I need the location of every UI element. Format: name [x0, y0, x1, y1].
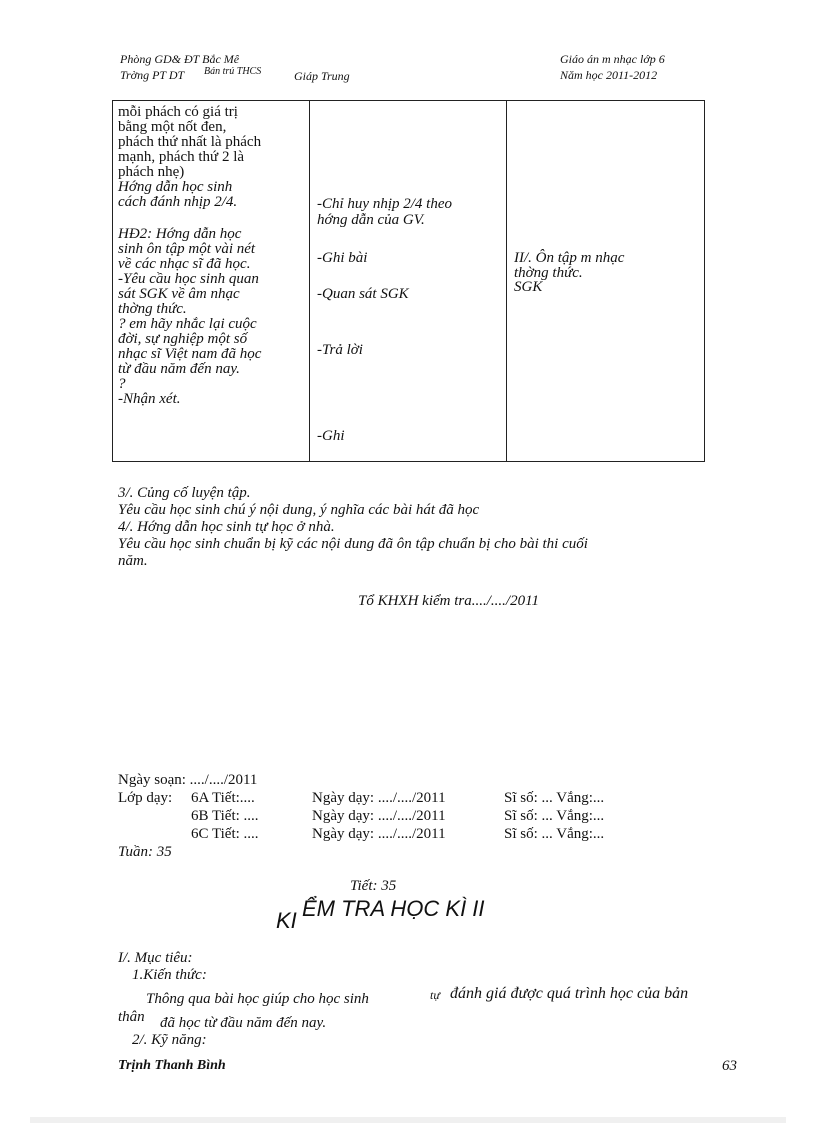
teacher-activity-line: mạnh, phách thứ 2 là: [118, 149, 245, 165]
content-cell: [507, 101, 705, 462]
teacher-activity-line: sát SGK về âm nhạc: [118, 286, 240, 302]
period-number: Tiết: 35: [350, 878, 397, 894]
prep-date: Ngày soạn: ..../..../2011: [118, 772, 258, 788]
teacher-activity-line: từ đầu năm đến nay.: [118, 361, 240, 377]
teacher-activity-line: về các nhạc sĩ đã học.: [118, 256, 251, 272]
student-activity-line: -Chỉ huy nhịp 2/4 theo: [317, 196, 452, 212]
consolidation-heading: 3/. Củng cố luyện tập.: [118, 485, 251, 501]
objective-text: Thông qua bài học giúp cho học sinh: [146, 991, 369, 1007]
homework-text-cont: năm.: [118, 553, 148, 569]
class-period: 6B Tiết: ....: [191, 808, 259, 824]
page-number: 63: [722, 1058, 737, 1074]
header-school-year: Năm học 2011-2012: [560, 68, 658, 82]
objective-text: tự: [430, 988, 440, 1002]
knowledge-heading: 1.Kiến thức:: [132, 967, 207, 983]
teacher-activity-line: -Yêu cầu học sinh quan: [118, 271, 259, 287]
teacher-activity-line: sinh ôn tập một vài nét: [118, 241, 256, 257]
teacher-activity-line: ?: [118, 376, 126, 392]
week-number: Tuần: 35: [118, 844, 172, 860]
teacher-activity-line: phách thứ nhất là phách: [118, 134, 262, 150]
exam-title: ỂM TRA HỌC KÌ II: [302, 896, 485, 921]
class-period: 6A Tiết:....: [191, 790, 255, 806]
objective-text: đánh giá được quá trình học của bản: [450, 985, 689, 1002]
content-line: thờng thức.: [514, 265, 583, 281]
teacher-activity-cell: [113, 101, 310, 462]
header-school-office: Phòng GD& ĐT Bắc Mê: [120, 52, 240, 66]
teach-date: Ngày dạy: ..../..../2011: [312, 826, 446, 842]
student-activity-line: -Ghi bài: [317, 250, 368, 266]
teach-date: Ngày dạy: ..../..../2011: [312, 808, 446, 824]
teacher-activity-line: mỗi phách có giá trị: [118, 104, 238, 120]
homework-text: Yêu cầu học sinh chuẩn bị kỹ các nội dung đã ôn tập chuẩn bị cho bài thi cuối: [118, 536, 588, 552]
teacher-activity-line: Hớng dẫn học sinh: [118, 179, 233, 195]
homework-heading: 4/. Hớng dẫn học sinh tự học ở nhà.: [118, 519, 335, 535]
student-activity-cell: [310, 101, 507, 462]
student-activity-line: -Quan sát SGK: [317, 286, 409, 302]
teacher-activity-line: -Nhận xét.: [118, 391, 181, 407]
content-line: II/. Ôn tập m nhạc: [514, 250, 625, 266]
teacher-activity-line: ? em hãy nhắc lại cuộc: [118, 316, 257, 332]
attendance: Sĩ số: ... Vắng:...: [504, 790, 605, 806]
objectives-heading: I/. Mục tiêu:: [118, 950, 193, 966]
department-check: Tổ KHXH kiểm tra..../..../2011: [358, 593, 539, 609]
teacher-activity-line: cách đánh nhịp 2/4.: [118, 194, 238, 210]
teacher-activity-line: bằng một nốt đen,: [118, 119, 227, 135]
objective-text: đã học từ đầu năm đến nay.: [160, 1015, 327, 1031]
teach-date: Ngày dạy: ..../..../2011: [312, 790, 446, 806]
skills-heading: 2/. Kỹ năng:: [132, 1032, 207, 1048]
student-activity-line: -Ghi: [317, 428, 345, 444]
objective-text: thân: [118, 1009, 145, 1025]
spacer: [118, 210, 304, 227]
attendance: Sĩ số: ... Vắng:...: [504, 808, 605, 824]
teacher-activity-line: thờng thức.: [118, 301, 187, 317]
teacher-activity-line: đời, sự nghiệp một số: [118, 331, 248, 347]
class-label: Lớp dạy:: [118, 790, 173, 806]
attendance: Sĩ số: ... Vắng:...: [504, 826, 605, 842]
teacher-activity-line: phách nhẹ): [118, 164, 185, 180]
header-school-location: Giáp Trung: [294, 69, 350, 83]
class-period: 6C Tiết: ....: [191, 826, 259, 842]
student-activity-line: hớng dẫn của GV.: [317, 212, 425, 228]
teacher-activity-line: nhạc sĩ Việt nam đã học: [118, 346, 262, 362]
header-subject: Giáo án m nhạc lớp 6: [560, 52, 665, 66]
activity-heading: HĐ2: Hớng dẫn học: [118, 226, 242, 242]
content-line: SGK: [514, 279, 543, 295]
page-bottom-edge: [30, 1117, 786, 1123]
header-school-type: Bán trú THCS: [204, 66, 262, 77]
author-signature: Trịnh Thanh Bình: [118, 1058, 226, 1073]
student-activity-line: -Trả lời: [317, 342, 363, 358]
exam-title-prefix: KI: [276, 908, 297, 933]
lesson-table: [112, 100, 705, 462]
header-school-name: Trờng PT DT: [120, 68, 185, 82]
consolidation-text: Yêu cầu học sinh chú ý nội dung, ý nghĩa các bài hát đã học: [118, 502, 480, 518]
